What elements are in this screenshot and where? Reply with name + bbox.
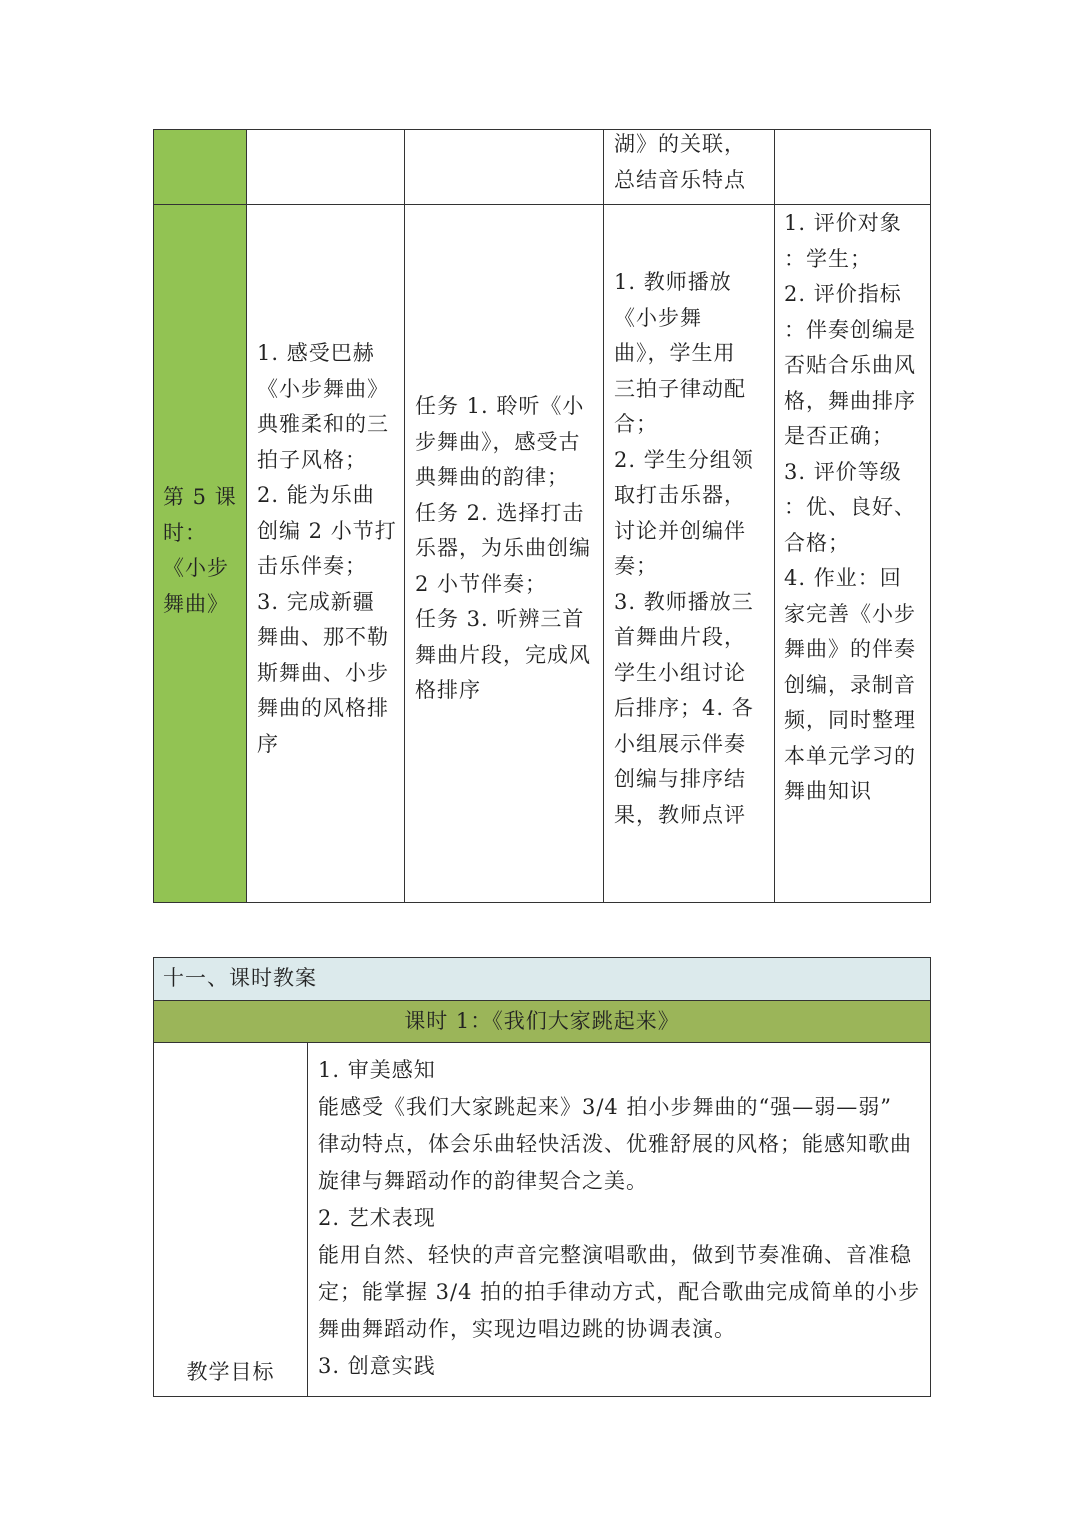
lesson-5-label: 第 5 课 时： 《小步 舞曲》 — [163, 485, 237, 616]
teaching-goals-label: 教学目标 — [186, 1360, 275, 1384]
teaching-goals-content — [318, 1052, 928, 1385]
lesson-activities-cell: 1. 教师播放 《小步舞 曲》，学生用 三拍子律动配 合； 2. 学生分组领 取打击乐器， 讨论并创编伴 奏； 3. 教师播放三 首舞曲片段， 学生小组讨论 后排序；4. 各 小组展示伴奏 创编与排序结 果，教师点评 — [614, 270, 754, 827]
lesson-goals-cell: 1. 感受巴赫 《小步舞曲》 典雅柔和的三 拍子风格； 2. 能为乐曲 创编 2 小节打 击乐伴奏； 3. 完成新疆 舞曲、那不勒 斯舞曲、小步 舞曲的风格排 序 — [257, 341, 397, 756]
goal-text-line: 能用自然、轻快的声音完整演唱歌曲，做到节奏准确、音准稳 — [318, 1243, 912, 1267]
goal-heading-aesthetic: 1. 审美感知 — [318, 1058, 436, 1082]
goal-heading-performance: 2. 艺术表现 — [318, 1206, 436, 1230]
lesson-evaluation-cell: 1. 评价对象 ：学生； 2. 评价指标 ：伴奏创编是 否贴合乐曲风 格，舞曲排序 是否正确； 3. 评价等级 ：优、良好、 合格； 4. 作业：回 家完善《小步 舞曲》的伴奏 创编，录制音 频，同时整理 本单元学习的 舞曲知识 — [784, 211, 916, 803]
goal-text-line: 定；能掌握 3/4 拍的拍手律动方式，配合歌曲完成简单的小步 — [318, 1280, 921, 1304]
goal-text-line: 能感受《我们大家跳起来》3/4 拍小步舞曲的“强—弱—弱” — [318, 1095, 892, 1119]
lesson-title: 课时 1：《我们大家跳起来》 — [404, 1009, 680, 1033]
goal-text-line: 律动特点，体会乐曲轻快活泼、优雅舒展的风格；能感知歌曲 — [318, 1132, 912, 1156]
row1-activities-cell: 湖》的关联， 总结音乐特点 — [614, 132, 746, 192]
goal-heading-creative: 3. 创意实践 — [318, 1354, 436, 1378]
goal-text-line: 舞曲舞蹈动作，实现边唱边跳的协调表演。 — [318, 1317, 736, 1341]
lesson-tasks-cell: 任务 1. 聆听《小 步舞曲》，感受古 典舞曲的韵律； 任务 2. 选择打击 乐器，为乐曲创编 2 小节伴奏； 任务 3. 听辨三首 舞曲片段，完成风 格排序 — [415, 394, 591, 702]
goal-text-line: 旋律与舞蹈动作的韵律契合之美。 — [318, 1169, 648, 1193]
section-title: 十一、课时教案 — [163, 966, 317, 990]
